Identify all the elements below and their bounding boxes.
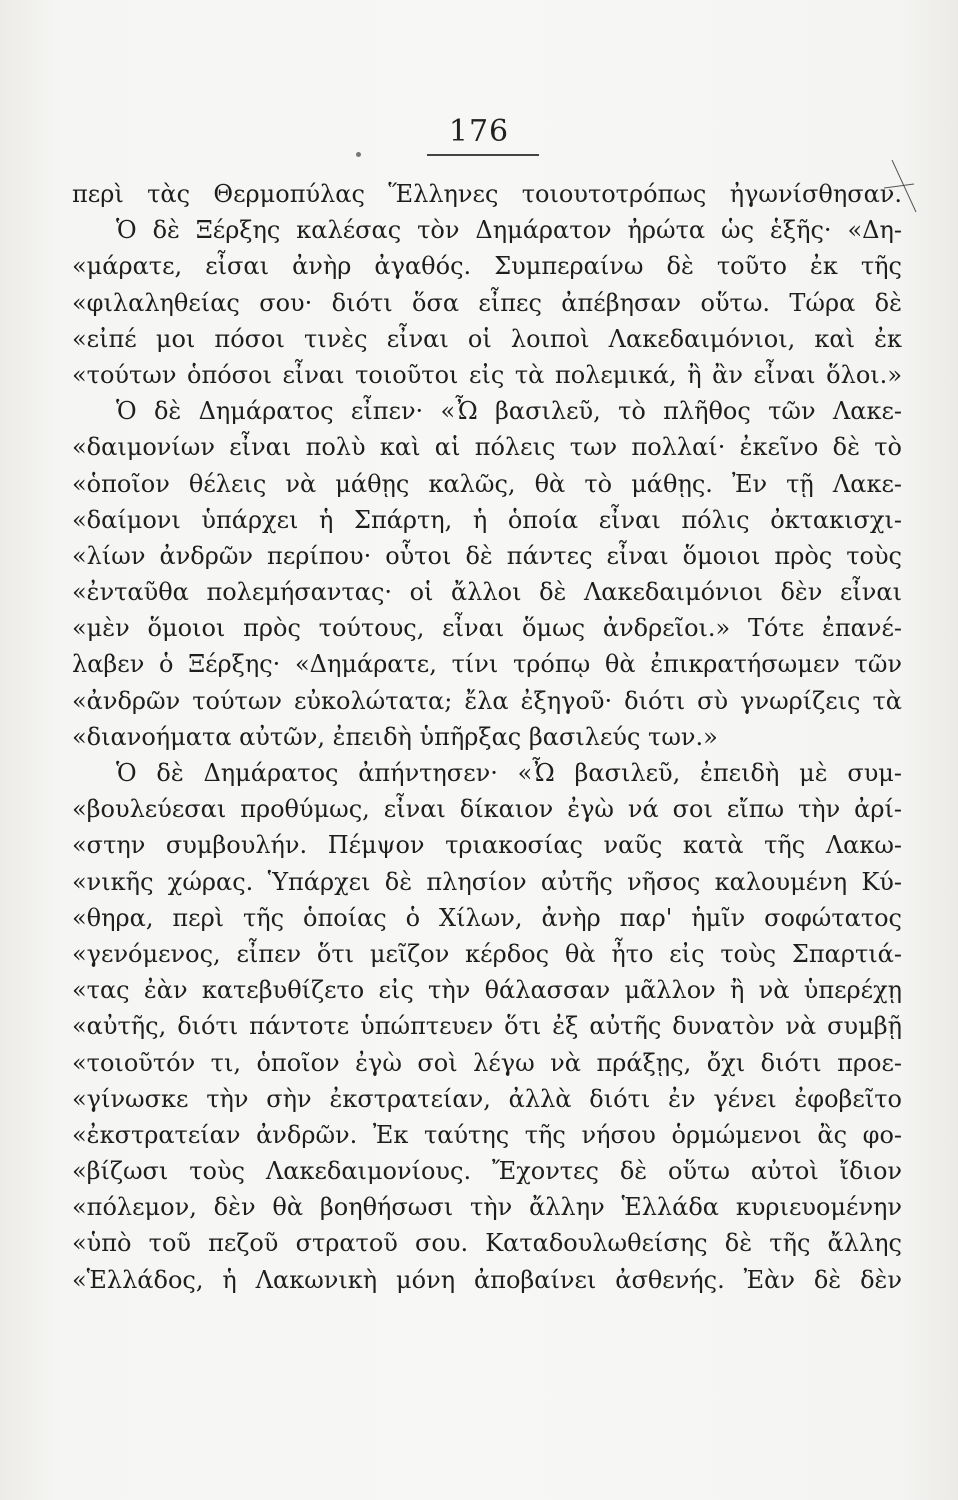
- text-line: «ὁποῖον θέλεις νὰ μάθῃς καλῶς, θὰ τὸ μάθῃς. Ἐν τῇ Λακε-: [72, 469, 902, 498]
- text-line: «νικῆς χώρας. Ὑπάρχει δὲ πλησίον αὐτῆς νῆσος καλουμένη Κύ-: [72, 867, 902, 896]
- text-line: «εἰπέ μοι πόσοι τινὲς εἶναι οἱ λοιποὶ Λακεδαιμόνιοι, καὶ ἐκ: [72, 324, 902, 353]
- text-line: περὶ τὰς Θερμοπύλας Ἕλληνες τοιουτοτρόπως ἠγωνίσθησαν.: [72, 180, 902, 208]
- text-line: «θηρα, περὶ τῆς ὁποίας ὁ Χίλων, ἀνὴρ παρ' ἡμῖν σοφώτατος: [72, 903, 902, 932]
- text-line: «ὑπὸ τοῦ πεζοῦ στρατοῦ σου. Καταδουλωθείσης δὲ τῆς ἄλλης: [72, 1229, 902, 1258]
- text-line: «λίων ἀνδρῶν περίπου· οὗτοι δὲ πάντες εἶναι ὅμοιοι πρὸς τοὺς: [72, 541, 902, 570]
- text-line: «διανοήματα αὐτῶν, ἐπειδὴ ὑπῆρξας βασιλεύς των.»: [72, 722, 718, 751]
- text-line: «στην συμβουλήν. Πέμψον τριακοσίας ναῦς κατὰ τῆς Λακω-: [72, 831, 902, 860]
- text-line: «γίνωσκε τὴν σὴν ἐκστρατείαν, ἀλλὰ διότι ἐν γένει ἐφοβεῖτο: [72, 1084, 902, 1113]
- text-line: «βίζωσι τοὺς Λακεδαιμονίους. Ἔχοντες δὲ οὕτω αὐτοὶ ἴδιον: [72, 1157, 902, 1186]
- text-line: «ἐνταῦθα πολεμήσαντας· οἱ ἄλλοι δὲ Λακεδαιμόνιοι δὲν εἶναι: [72, 578, 902, 607]
- text-line: λαβεν ὁ Ξέρξης· «Δημάρατε, τίνι τρόπῳ θὰ ἐπικρατήσωμεν τῶν: [72, 650, 902, 679]
- text-line: «τούτων ὁπόσοι εἶναι τοιοῦτοι εἰς τὰ πολεμικά, ἢ ἂν εἶναι ὅλοι.»: [72, 360, 902, 389]
- text-line: «μὲν ὅμοιοι πρὸς τούτους, εἶναι ὅμως ἀνδρεῖοι.» Τότε ἐπανέ-: [72, 614, 902, 643]
- text-line: Ὁ δὲ Ξέρξης καλέσας τὸν Δημάρατον ἠρώτα ὡς ἑξῆς· «Δη-: [116, 216, 902, 245]
- text-line: «δαίμονι ὑπάρχει ἡ Σπάρτη, ἡ ὁποία εἶναι πόλις ὀκτακισχι-: [72, 505, 902, 534]
- text-line: «δαιμονίων εἶναι πολὺ καὶ αἱ πόλεις των πολλαί· ἐκεῖνο δὲ τὸ: [72, 433, 902, 462]
- text-line: «τας ἐὰν κατεβυθίζετο εἰς τὴν θάλασσαν μᾶλλον ἢ νὰ ὑπερέχῃ: [72, 976, 902, 1005]
- text-line: «μάρατε, εἶσαι ἀνὴρ ἀγαθός. Συμπεραίνω δὲ τοῦτο ἐκ τῆς: [72, 252, 902, 281]
- text-line: «γενόμενος, εἶπεν ὅτι μεῖζον κέρδος θὰ ἦτο εἰς τοὺς Σπαρτιά-: [72, 939, 902, 968]
- text-line: «τοιοῦτόν τι, ὁποῖον ἐγὼ σοὶ λέγω νὰ πράξῃς, ὄχι διότι προε-: [72, 1048, 902, 1077]
- body-text: [72, 176, 902, 1298]
- text-line: «φιλαληθείας σου· διότι ὅσα εἶπες ἀπέβησαν οὕτω. Τώρα δὲ: [72, 288, 902, 317]
- page-number-rule: [427, 154, 539, 156]
- text-line: «αὐτῆς, διότι πάντοτε ὑπώπτευεν ὅτι ἐξ αὐτῆς δυνατὸν νὰ συμβῇ: [72, 1012, 902, 1041]
- text-line: «βουλεύεσαι προθύμως, εἶναι δίκαιον ἐγὼ νά σοι εἴπω τὴν ἀρί-: [72, 795, 902, 824]
- text-line: Ὁ δὲ Δημάρατος ἀπήντησεν· «Ὦ βασιλεῦ, ἐπειδὴ μὲ συμ-: [116, 759, 902, 787]
- text-line: Ὁ δὲ Δημάρατος εἶπεν· «Ὦ βασιλεῦ, τὸ πλῆθος τῶν Λακε-: [116, 397, 902, 426]
- text-line: «ἐκστρατείαν ἀνδρῶν. Ἐκ ταύτης τῆς νήσου ὁρμώμενοι ἂς φο-: [72, 1120, 902, 1149]
- header-dot: [356, 152, 361, 157]
- page-number: 176: [448, 114, 510, 149]
- text-line: «Ἑλλάδος, ἡ Λακωνικὴ μόνη ἀποβαίνει ἀσθενής. Ἐὰν δὲ δὲν: [72, 1265, 902, 1294]
- text-line: «πόλεμον, δὲν θὰ βοηθήσωσι τὴν ἄλλην Ἑλλάδα κυριευομένην: [72, 1193, 902, 1222]
- text-line: «ἀνδρῶν τούτων εὐκολώτατα; ἔλα ἐξηγοῦ· διότι σὺ γνωρίζεις τὰ: [72, 686, 902, 715]
